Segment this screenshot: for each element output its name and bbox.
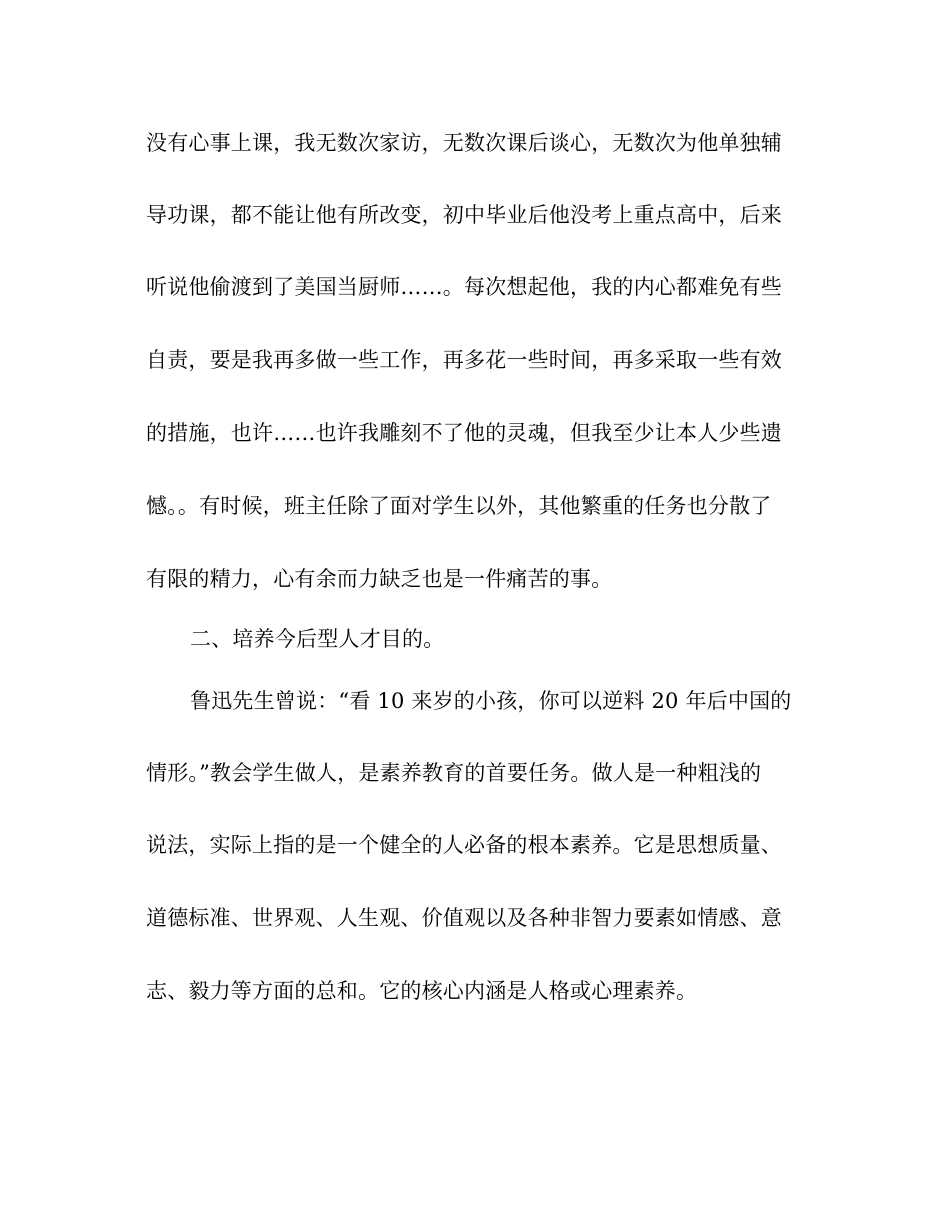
paragraph-line-11: 道德标准、世界观、人生观、价值观以及各种非智力要素如情感、意 [146,906,782,930]
paragraph-line-5: 的措施，也许……也许我雕刻不了他的灵魂，但我至少让本人少些遗 [146,421,782,445]
paragraph-line-8: 鲁迅先生曾说：“看 10 来岁的小孩，你可以逆料 20 年后中国的 [190,689,792,713]
paragraph-line-10: 说法，实际上指的是一个健全的人必备的根本素养。它是思想质量、 [146,833,782,857]
paragraph-line-2: 导功课，都不能让他有所改变，初中毕业后他没考上重点高中，后来 [146,203,782,227]
section-heading: 二、培养今后型人才目的。 [190,627,445,651]
paragraph-line-9: 情形。”教会学生做人，是素养教育的首要任务。做人是一种粗浅的 [146,761,762,785]
paragraph-line-6: 憾。。有时候，班主任除了面对学生以外，其他繁重的任务也分散了 [146,494,772,518]
paragraph-line-12: 志、毅力等方面的总和。它的核心内涵是人格或心理素养。 [146,979,698,1003]
paragraph-line-4: 自责，要是我再多做一些工作，再多花一些时间，再多采取一些有效 [146,348,782,372]
paragraph-line-3: 听说他偷渡到了美国当厨师……。每次想起他，我的内心都难免有些 [146,275,782,299]
paragraph-line-1: 没有心事上课，我无数次家访，无数次课后谈心，无数次为他单独辅 [146,131,782,155]
paragraph-line-7: 有限的精力，心有余而力缺乏也是一件痛苦的事。 [146,567,613,591]
